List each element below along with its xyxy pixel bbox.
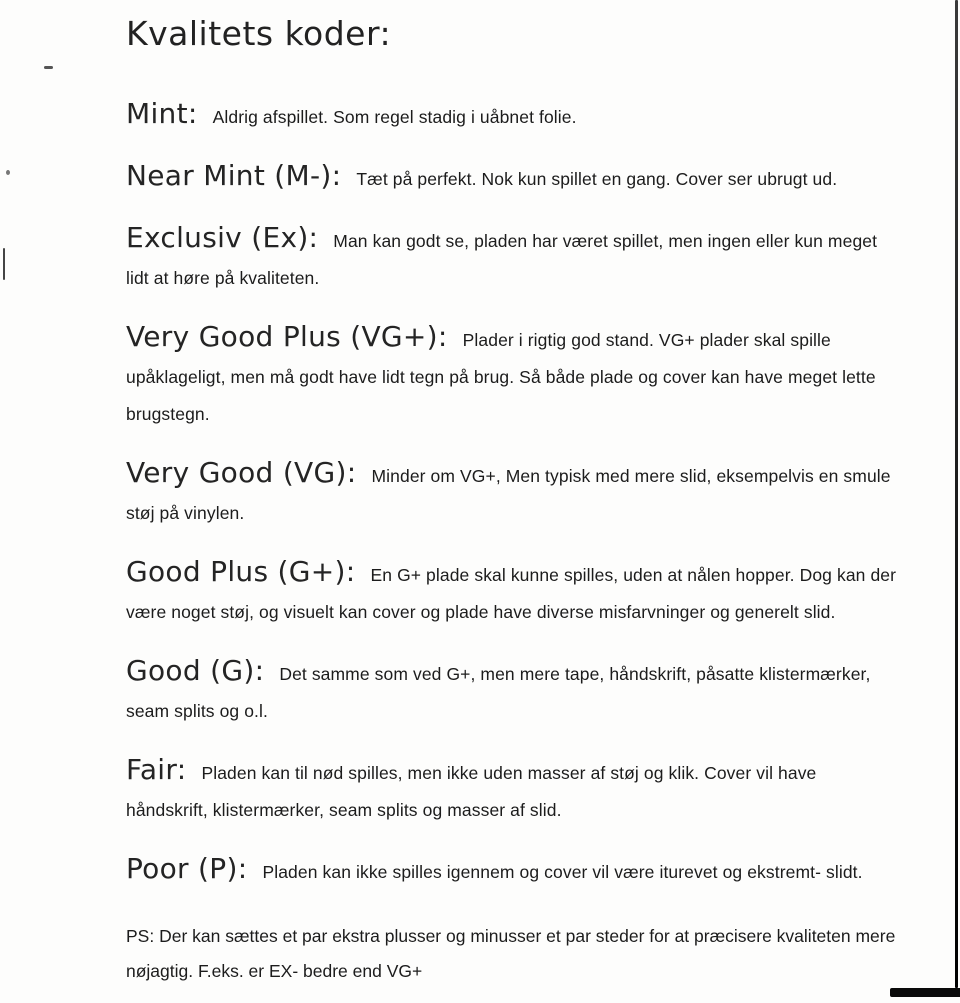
grading-description: Det samme som ved G+, men mere tape, håndskrift, påsatte klistermærker, seam splits og o.l. (126, 664, 871, 721)
ps-note: PS: Der kan sættes et par ekstra plusser og minusser et par steder for at præcisere kvaliteten mere nøjagtig. F.eks. er EX- bedre end VG+ (126, 926, 896, 981)
grading-entry-exclusiv (126, 219, 898, 297)
scan-speck-dash (44, 66, 53, 69)
grading-term: Mint: (126, 97, 198, 130)
scan-speck-dot (6, 170, 10, 175)
grading-description: Aldrig afspillet. Som regel stadig i uåbnet folie. (212, 107, 577, 127)
grading-term: Very Good (VG): (126, 456, 357, 489)
grading-entry-near-mint (126, 157, 898, 198)
grading-term: Exclusiv (Ex): (126, 221, 319, 254)
grading-description: Pladen kan ikke spilles igennem og cover vil være iturevet og ekstremt- slidt. (262, 862, 863, 882)
grading-description: Minder om VG+, Men typisk med mere slid, eksempelvis en smule støj på vinylen. (126, 466, 891, 523)
grading-description: En G+ plade skal kunne spilles, uden at nålen hopper. Dog kan der være noget støj, og visuelt kan cover og plade have diverse misfarvninger og generelt slid. (126, 565, 897, 622)
grading-term: Good (G): (126, 654, 265, 687)
grading-term: Fair: (126, 753, 187, 786)
page-title: Kvalitets koder: (126, 14, 392, 53)
grading-entry-good (126, 652, 898, 730)
grading-term: Very Good Plus (VG+): (126, 320, 448, 353)
grading-entry-fair (126, 751, 898, 829)
grading-entry-very-good (126, 454, 898, 532)
grading-description: Pladen kan til nød spilles, men ikke uden masser af støj og klik. Cover vil have håndskrift, klistermærker, seam splits og masser af slid. (126, 763, 817, 820)
grading-entry-good-plus (126, 553, 898, 631)
scan-corner-mark (890, 988, 960, 997)
grading-entry-poor (126, 850, 898, 891)
scan-edge-line (955, 0, 958, 988)
grading-description: Plader i rigtig god stand. VG+ plader skal spille upåklageligt, men må godt have lidt tegn på brug. Så både plade og cover kan have meget lette brugstegn. (126, 330, 876, 424)
grading-entry-mint (126, 95, 898, 136)
grading-description: Tæt på perfekt. Nok kun spillet en gang. Cover ser ubrugt ud. (356, 169, 838, 189)
grading-term: Poor (P): (126, 852, 248, 885)
grading-description: Man kan godt se, pladen har været spillet, men ingen eller kun meget lidt at høre på kvaliteten. (126, 231, 878, 288)
grading-term: Good Plus (G+): (126, 555, 356, 588)
grading-entry-very-good-plus (126, 318, 898, 433)
scan-speck-line (3, 248, 5, 280)
grading-term: Near Mint (M-): (126, 159, 342, 192)
